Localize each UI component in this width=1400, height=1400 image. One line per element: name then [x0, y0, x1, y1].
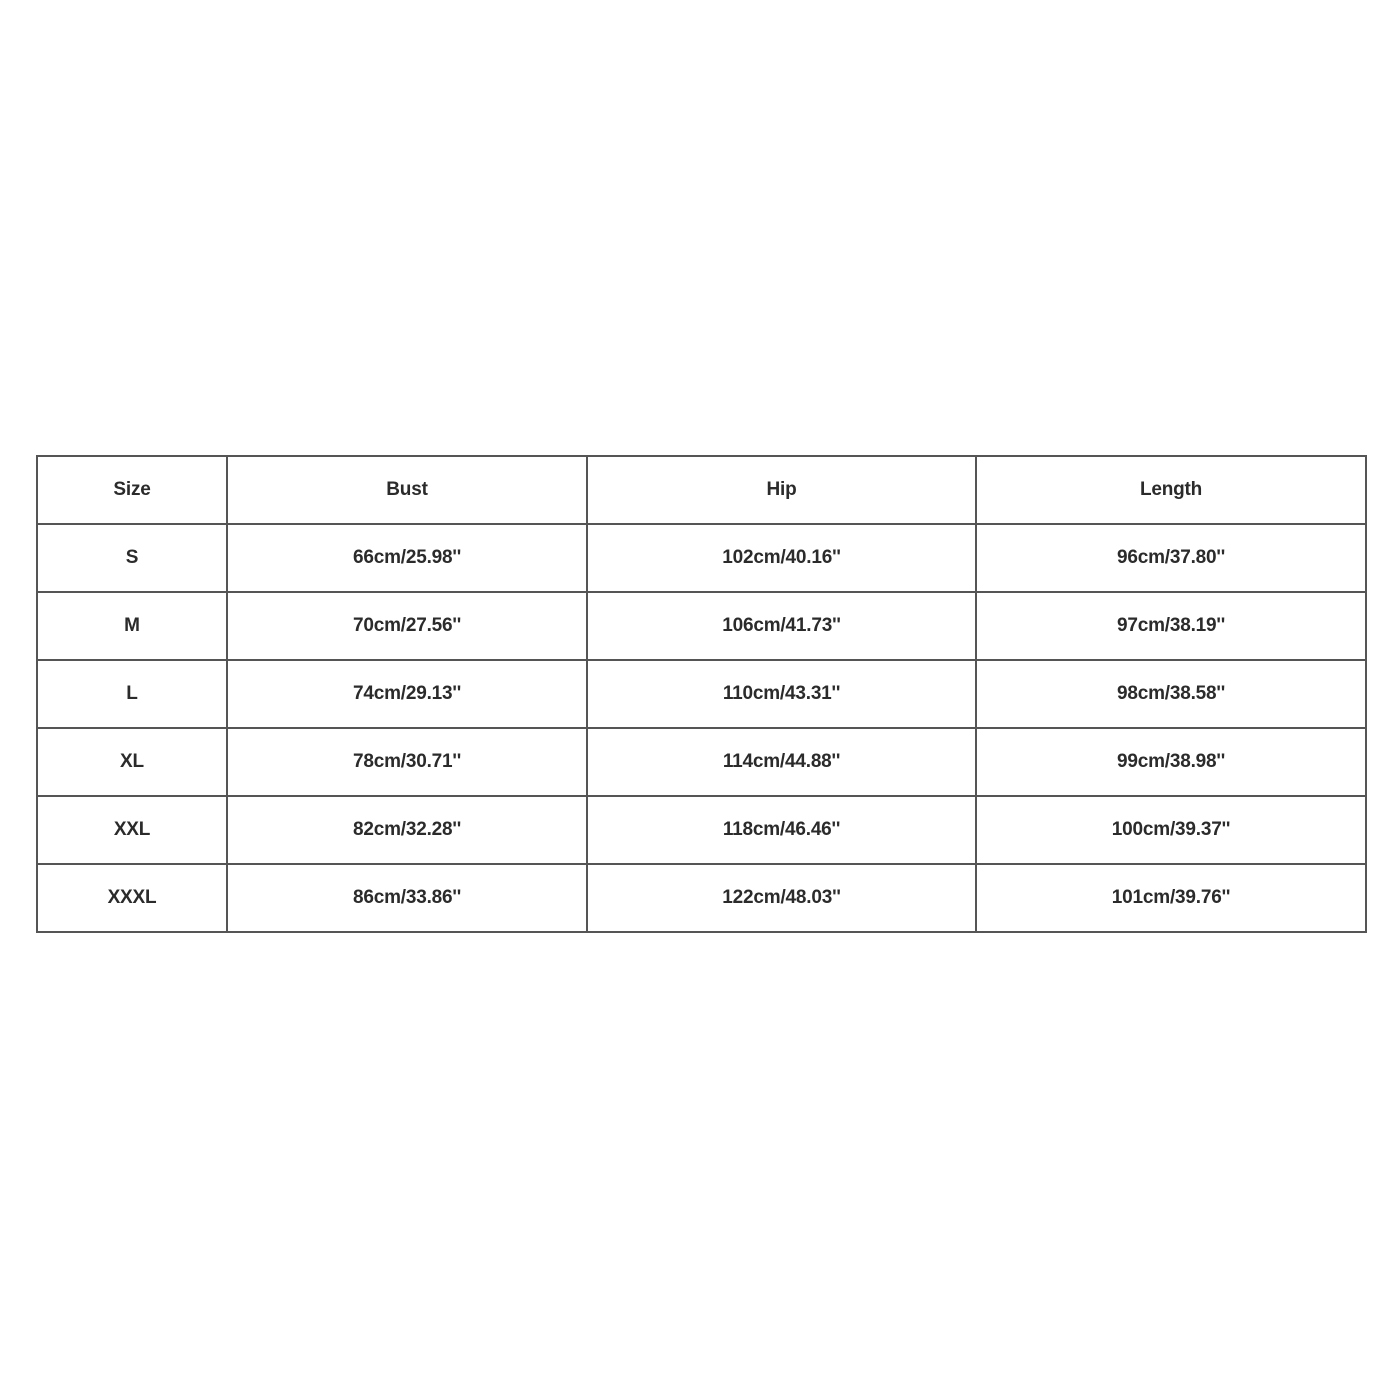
table-row: [37, 728, 1366, 796]
cell-size: S: [37, 524, 227, 592]
cell-bust: 74cm/29.13'': [227, 660, 587, 728]
cell-bust: 70cm/27.56'': [227, 592, 587, 660]
header-bust: Bust: [227, 456, 587, 524]
cell-size: XXL: [37, 796, 227, 864]
cell-hip: 106cm/41.73'': [587, 592, 976, 660]
cell-length: 96cm/37.80'': [976, 524, 1366, 592]
cell-bust: 78cm/30.71'': [227, 728, 587, 796]
cell-hip: 114cm/44.88'': [587, 728, 976, 796]
header-hip: Hip: [587, 456, 976, 524]
cell-size: M: [37, 592, 227, 660]
cell-length: 98cm/38.58'': [976, 660, 1366, 728]
cell-bust: 86cm/33.86'': [227, 864, 587, 932]
cell-size: XXXL: [37, 864, 227, 932]
cell-size: XL: [37, 728, 227, 796]
cell-hip: 122cm/48.03'': [587, 864, 976, 932]
cell-bust: 66cm/25.98'': [227, 524, 587, 592]
table-row: [37, 796, 1366, 864]
cell-bust: 82cm/32.28'': [227, 796, 587, 864]
cell-length: 99cm/38.98'': [976, 728, 1366, 796]
cell-length: 100cm/39.37'': [976, 796, 1366, 864]
cell-length: 97cm/38.19'': [976, 592, 1366, 660]
cell-hip: 102cm/40.16'': [587, 524, 976, 592]
size-chart-table: [36, 455, 1367, 933]
header-length: Length: [976, 456, 1366, 524]
cell-size: L: [37, 660, 227, 728]
header-size: Size: [37, 456, 227, 524]
cell-hip: 118cm/46.46'': [587, 796, 976, 864]
table-row: [37, 524, 1366, 592]
table-row: [37, 864, 1366, 932]
table-row: [37, 660, 1366, 728]
table-row: [37, 592, 1366, 660]
table-header-row: [37, 456, 1366, 524]
cell-length: 101cm/39.76'': [976, 864, 1366, 932]
cell-hip: 110cm/43.31'': [587, 660, 976, 728]
